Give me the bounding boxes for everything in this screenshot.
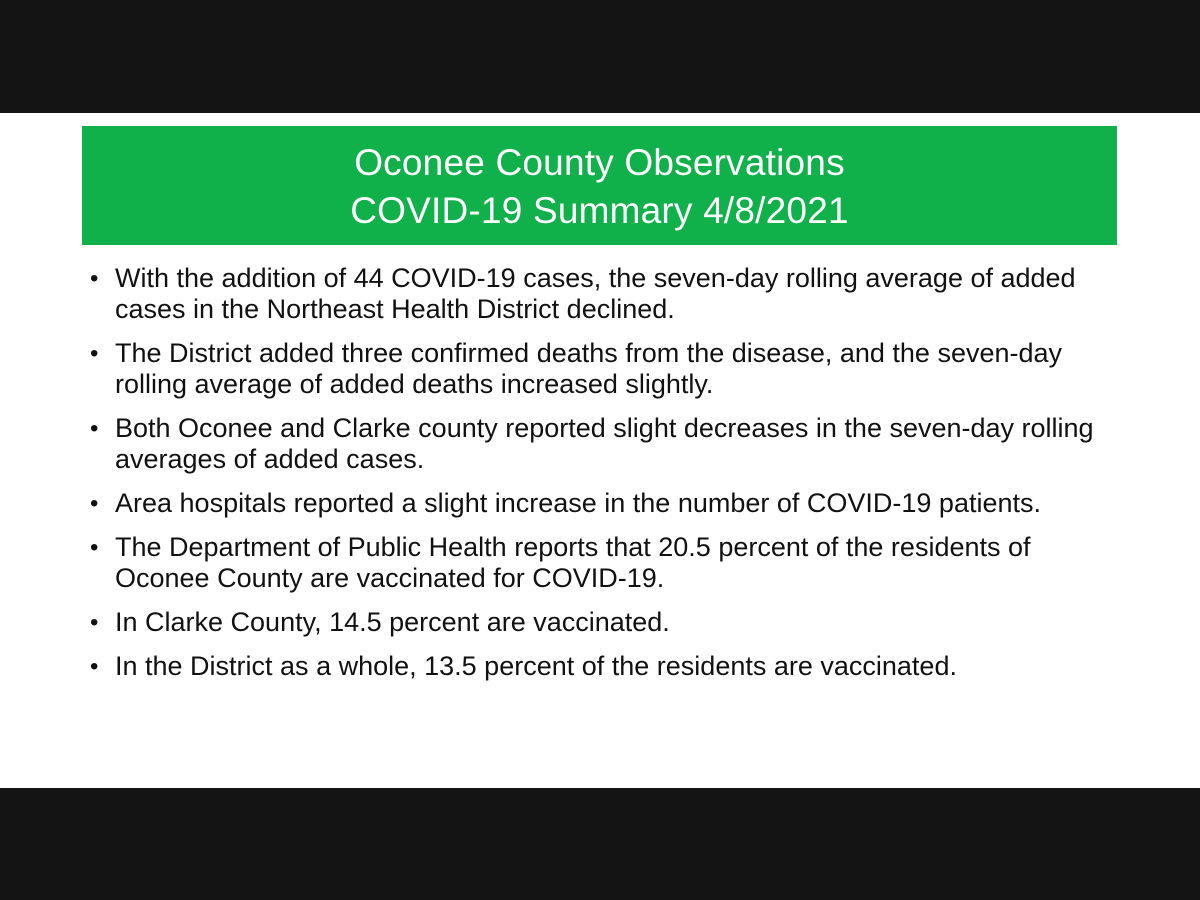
letterbox-top-bar (0, 0, 1200, 113)
bullet-text: In the District as a whole, 13.5 percent of the residents are vaccinated. (115, 651, 957, 681)
bullet-text: In Clarke County, 14.5 percent are vaccinated. (115, 607, 670, 637)
bullet-text: Area hospitals reported a slight increase in the number of COVID-19 patients. (115, 488, 1041, 518)
bullet-text: The District added three confirmed deaths from the disease, and the seven-day rolling average of added deaths increased slightly. (115, 338, 1063, 399)
bullet-item (88, 651, 1118, 682)
bullet-dot-icon: • (90, 490, 99, 517)
bullet-list (88, 263, 1118, 695)
bullet-dot-icon: • (90, 534, 99, 561)
bullet-dot-icon: • (90, 340, 99, 367)
bullet-text: Both Oconee and Clarke county reported slight decreases in the seven-day rolling averages of added cases. (115, 413, 1094, 474)
letterbox-bottom-bar (0, 788, 1200, 900)
bullet-item (88, 607, 1118, 638)
bullet-item (88, 338, 1118, 400)
bullet-item (88, 532, 1118, 594)
title-banner (82, 126, 1117, 245)
slide (0, 113, 1200, 788)
title-line-1: Oconee County Observations (354, 142, 845, 183)
bullet-item (88, 263, 1118, 325)
title-line-2: COVID-19 Summary 4/8/2021 (350, 190, 849, 231)
bullet-dot-icon: • (90, 653, 99, 680)
bullet-text: With the addition of 44 COVID-19 cases, the seven-day rolling average of added cases in the Northeast Health District declined. (115, 263, 1076, 324)
bullet-dot-icon: • (90, 265, 99, 292)
bullet-item (88, 413, 1118, 475)
bullet-dot-icon: • (90, 415, 99, 442)
bullet-text: The Department of Public Health reports that 20.5 percent of the residents of Oconee County are vaccinated for COVID-19. (115, 532, 1031, 593)
bullet-item (88, 488, 1118, 519)
bullet-dot-icon: • (90, 609, 99, 636)
